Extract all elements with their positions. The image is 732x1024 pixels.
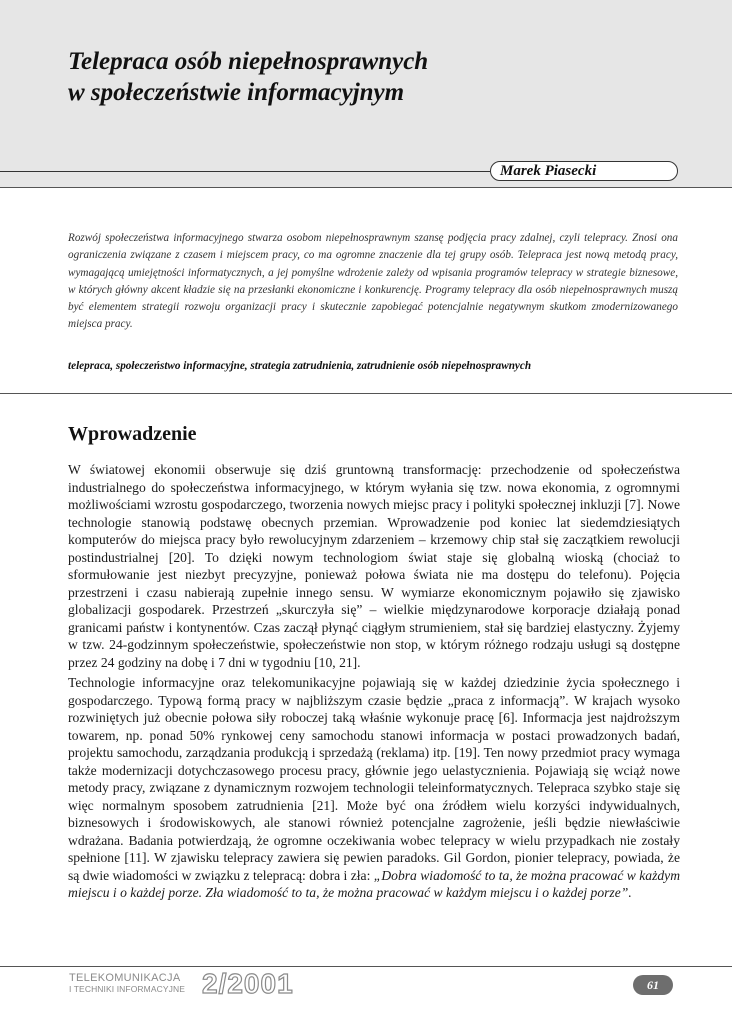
journal-logo (69, 972, 185, 995)
journal-name-line-1: TELEKOMUNIKACJA (69, 972, 181, 984)
section-heading: Wprowadzenie (68, 423, 197, 445)
paragraph (68, 674, 680, 902)
page-number: 61 (633, 975, 673, 995)
quote: „Dobra wiadomość to ta, że można pracować w każdym miejscu i o każdej porze. Zła wiadomość to ta, że można pracować w każdym miejscu i o każdej porze”. (68, 867, 681, 900)
author-name: Marek Piasecki (490, 161, 678, 181)
footer-rule (0, 966, 732, 967)
article-title-line-1: Telepraca osób niepełnosprawnych (68, 48, 429, 75)
paragraph-text: Technologie informacyjne oraz telekomunikacyjne pojawiają się w każdej dziedzinie życia społecznego i gospodarczego. Typową formą pracy w najbliższym czasie będzie „praca z informacją”. W krajach wysoko rozwiniętych już obecnie połowa siły roboczej taką właśnie wykonuje pracę [6]. Informacja jest najdroższym towarem, np. ponad 50% rynkowej ceny samochodu stanowi informacja w postaci prowadzonych badań, projektu samochodu, zarządzania produkcją i sprzedażą (reklama) itp. [19]. Ten nowy przedmiot pracy wymaga także modernizacji dotychczasowego procesu pracy, głównie jego uelastycznienia. Pojawiają się wciąż nowe metody pracy, związane z dynamicznym rozwojem technologii teleinformatycznych. Telepraca szybko staje się więc normalnym sposobem zatrudnienia [21]. Może być ona źródłem wielu korzyści indywidualnych, biznesowych i środowiskowych, ale stanowi również potencjalne zagrożenie, jeśli będzie niewłaściwie wdrażana. Badania potwierdzają, że ogromne oczekiwania wobec telepracy w wielu przypadkach nie zostały spełnione [11]. W zjawisku telepracy zawiera się pewien paradoks. Gil Gordon, pionier telepracy, powiada, że są dwie wiadomości w związku z telepracą: dobra i zła: (68, 675, 680, 883)
author-rule (0, 171, 490, 172)
issue-number: 2/2001 (202, 968, 294, 999)
journal-name-line-2: I TECHNIKI INFORMACYJNE (69, 984, 185, 994)
keywords: telepraca, społeczeństwo informacyjne, strategia zatrudnienia, zatrudnienie osób niepełnosprawnych (68, 360, 532, 372)
body-text (68, 461, 680, 905)
article-title (68, 46, 668, 108)
section-divider (0, 393, 732, 394)
paragraph: W światowej ekonomii obserwuje się dziś gruntowną transformację: przechodzenie od społeczeństwa industrialnego do społeczeństwa informacyjnego, w którym wyłania się tzw. nowa ekonomia, z ogromnymi możliwościami wzrostu gospodarczego, tworzenia nowych miejsc pracy i polityki społecznej inkluzji [7]. Nowe technologie stanowią podstawę obecnych przemian. Wprowadzenie pod koniec lat siedemdziesiątych komputerów do miejsca pracy było rewolucyjnym zdarzeniem – krzemowy chip stał się zaczątkiem rewolucji postindustrialnej [20]. To dzięki nowym technologiom świat staje się globalną wioską (chociaż to sformułowanie jest niezbyt precyzyjne, ponieważ połowa świata nie ma dostępu do telefonu). Pojęcia przestrzeni i czasu nabierają zupełnie innego sensu. W wymiarze ekonomicznym pojawiło się zjawisko globalizacji gospodarek. Przestrzeń „skurczyła się” – wielkie międzynarodowe korporacje działają ponad granicami państw i kontynentów. Czas zaczął płynąć ciągłym strumieniem, stał się bardziej elastyczny. Żyjemy w tzw. 24-godzinnym społeczeństwie, społeczeństwie non stop, w którym różnego rodzaju usługi są dostępne przez 24 godziny na dobę i 7 dni w tygodniu [10, 21]. (68, 462, 680, 670)
abstract: Rozwój społeczeństwa informacyjnego stwarza osobom niepełnosprawnym szansę podjęcia pracy zdalnej, czyli telepracy. Znosi ona ograniczenia związane z czasem i miejscem pracy, co ma ogromne znaczenie dla tej grupy osób. Telepraca jest nową metodą pracy, wymagającą umiejętności informatycznych, a jej pomyślne wdrożenie zależy od wpisania programów telepracy w strategie biznesowe, w których główny akcent kładzie się na przesłanki ekonomiczne i konkurencję. Programy telepracy dla osób niepełnosprawnych muszą być elementem strategii rozwoju organizacji pracy i skutecznie zapobiegać potencjalnie negatywnym skutkom zmodernizowanego miejsca pracy. (68, 232, 678, 331)
article-title-line-2: w społeczeństwie informacyjnym (68, 79, 405, 106)
